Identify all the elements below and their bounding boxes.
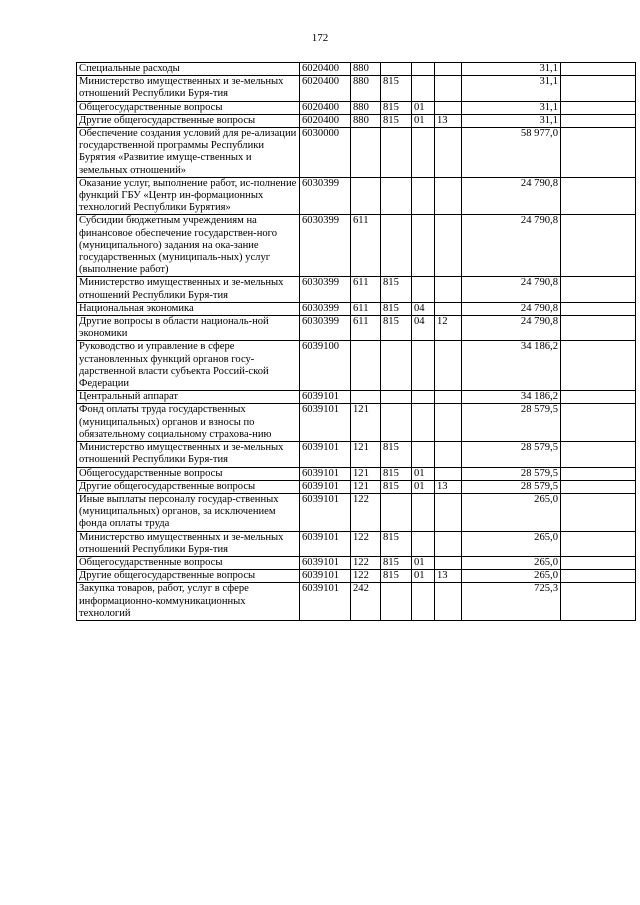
row-expense-type-cell: 611 [351,302,381,315]
row-subsection-cell [435,101,462,114]
row-code-cell: 6030399 [300,302,351,315]
row-empty-cell [561,556,636,569]
row-ministry-code-cell: 815 [381,316,412,341]
row-ministry-code-cell: 815 [381,531,412,556]
row-section-cell: 01 [412,467,435,480]
table-row [77,493,636,531]
row-ministry-code-cell [381,493,412,531]
row-code-cell: 6039101 [300,583,351,621]
row-expense-type-cell: 611 [351,316,381,341]
row-section-cell: 01 [412,556,435,569]
row-name-cell: Общегосударственные вопросы [77,467,300,480]
row-empty-cell [561,467,636,480]
row-expense-type-cell: 121 [351,467,381,480]
row-section-cell [412,341,435,391]
row-empty-cell [561,442,636,467]
table-row [77,63,636,76]
row-code-cell: 6039101 [300,404,351,442]
row-empty-cell [561,583,636,621]
row-section-cell: 01 [412,101,435,114]
row-code-cell: 6039100 [300,341,351,391]
row-ministry-code-cell: 815 [381,302,412,315]
row-sum-cell: 265,0 [462,570,561,583]
row-expense-type-cell: 880 [351,101,381,114]
table-row [77,480,636,493]
row-code-cell: 6020400 [300,114,351,127]
row-ministry-code-cell: 815 [381,101,412,114]
row-sum-cell: 265,0 [462,531,561,556]
row-empty-cell [561,480,636,493]
row-empty-cell [561,277,636,302]
row-sum-cell: 34 186,2 [462,391,561,404]
table-row [77,442,636,467]
row-section-cell [412,404,435,442]
row-subsection-cell [435,404,462,442]
table-row [77,391,636,404]
table-row [77,177,636,215]
row-subsection-cell [435,583,462,621]
table-row [77,302,636,315]
row-expense-type-cell: 121 [351,442,381,467]
row-sum-cell: 34 186,2 [462,341,561,391]
table-row [77,556,636,569]
row-ministry-code-cell [381,341,412,391]
row-sum-cell: 31,1 [462,101,561,114]
table-row [77,583,636,621]
row-name-cell: Общегосударственные вопросы [77,101,300,114]
table-row [77,101,636,114]
row-name-cell: Обеспечение создания условий для ре-ализации государственной программы Республики Бурятия «Развитие имуще-ственных и земельных отношений» [77,128,300,178]
row-code-cell: 6030000 [300,128,351,178]
row-code-cell: 6030399 [300,177,351,215]
row-subsection-cell [435,556,462,569]
row-expense-type-cell: 122 [351,570,381,583]
row-expense-type-cell: 880 [351,114,381,127]
row-expense-type-cell: 880 [351,63,381,76]
row-ministry-code-cell [381,63,412,76]
row-name-cell: Фонд оплаты труда государственных (муниципальных) органов и взносы по обязательному социальному страхова-нию [77,404,300,442]
row-name-cell: Общегосударственные вопросы [77,556,300,569]
row-name-cell: Другие общегосударственные вопросы [77,480,300,493]
row-empty-cell [561,302,636,315]
row-name-cell: Другие вопросы в области националь-ной экономики [77,316,300,341]
row-name-cell: Оказание услуг, выполнение работ, ис-полнение функций ГБУ «Центр ин-формационных технологий Республики Бурятия» [77,177,300,215]
row-sum-cell: 265,0 [462,556,561,569]
row-code-cell: 6020400 [300,63,351,76]
table-row [77,570,636,583]
budget-table-body [77,63,636,621]
row-sum-cell: 58 977,0 [462,128,561,178]
row-empty-cell [561,63,636,76]
row-subsection-cell [435,442,462,467]
row-section-cell: 01 [412,570,435,583]
row-section-cell [412,391,435,404]
row-expense-type-cell: 121 [351,480,381,493]
row-section-cell [412,177,435,215]
row-name-cell: Субсидии бюджетным учреждениям на финансовое обеспечение государствен-ного (муниципального) задания на ока-зание государственных (муниципаль-ных) услуг (выполнение работ) [77,215,300,277]
table-row [77,531,636,556]
row-ministry-code-cell: 815 [381,76,412,101]
row-empty-cell [561,76,636,101]
row-subsection-cell [435,76,462,101]
row-empty-cell [561,316,636,341]
row-sum-cell: 28 579,5 [462,442,561,467]
row-section-cell [412,215,435,277]
row-empty-cell [561,570,636,583]
row-code-cell: 6030399 [300,277,351,302]
row-expense-type-cell: 880 [351,76,381,101]
row-sum-cell: 31,1 [462,63,561,76]
row-ministry-code-cell: 815 [381,480,412,493]
row-sum-cell: 28 579,5 [462,467,561,480]
row-subsection-cell [435,63,462,76]
row-empty-cell [561,493,636,531]
row-code-cell: 6020400 [300,76,351,101]
row-empty-cell [561,404,636,442]
row-expense-type-cell [351,341,381,391]
row-ministry-code-cell: 815 [381,114,412,127]
table-row [77,467,636,480]
page-number: 172 [311,32,329,44]
row-code-cell: 6030399 [300,215,351,277]
row-subsection-cell [435,341,462,391]
row-sum-cell: 31,1 [462,76,561,101]
row-section-cell [412,277,435,302]
budget-table [76,62,636,621]
row-expense-type-cell [351,391,381,404]
row-ministry-code-cell [381,128,412,178]
row-section-cell: 01 [412,114,435,127]
row-empty-cell [561,531,636,556]
row-expense-type-cell [351,177,381,215]
table-row [77,215,636,277]
row-sum-cell: 24 790,8 [462,302,561,315]
row-subsection-cell: 13 [435,480,462,493]
row-code-cell: 6039101 [300,467,351,480]
table-row [77,76,636,101]
row-expense-type-cell: 122 [351,493,381,531]
row-code-cell: 6020400 [300,101,351,114]
row-code-cell: 6030399 [300,316,351,341]
row-section-cell: 01 [412,480,435,493]
row-code-cell: 6039101 [300,391,351,404]
row-empty-cell [561,114,636,127]
row-section-cell: 04 [412,302,435,315]
row-subsection-cell: 13 [435,114,462,127]
row-expense-type-cell [351,128,381,178]
row-section-cell [412,442,435,467]
row-expense-type-cell: 121 [351,404,381,442]
row-empty-cell [561,177,636,215]
row-expense-type-cell: 122 [351,531,381,556]
row-code-cell: 6039101 [300,442,351,467]
row-section-cell [412,493,435,531]
row-section-cell [412,128,435,178]
row-ministry-code-cell: 815 [381,570,412,583]
row-expense-type-cell: 122 [351,556,381,569]
row-expense-type-cell: 611 [351,215,381,277]
table-row [77,404,636,442]
row-empty-cell [561,128,636,178]
row-ministry-code-cell [381,215,412,277]
row-code-cell: 6039101 [300,480,351,493]
row-subsection-cell [435,177,462,215]
row-subsection-cell [435,531,462,556]
row-ministry-code-cell [381,404,412,442]
row-code-cell: 6039101 [300,570,351,583]
row-sum-cell: 265,0 [462,493,561,531]
row-subsection-cell [435,215,462,277]
row-ministry-code-cell: 815 [381,556,412,569]
row-subsection-cell [435,302,462,315]
row-empty-cell [561,215,636,277]
row-section-cell [412,583,435,621]
row-subsection-cell [435,493,462,531]
row-empty-cell [561,101,636,114]
table-row [77,341,636,391]
row-name-cell: Министерство имущественных и зе-мельных отношений Республики Буря-тия [77,531,300,556]
row-ministry-code-cell [381,177,412,215]
row-expense-type-cell: 242 [351,583,381,621]
row-subsection-cell: 12 [435,316,462,341]
row-sum-cell: 28 579,5 [462,480,561,493]
row-sum-cell: 24 790,8 [462,215,561,277]
table-row [77,277,636,302]
row-sum-cell: 28 579,5 [462,404,561,442]
row-section-cell: 04 [412,316,435,341]
row-ministry-code-cell [381,583,412,621]
row-code-cell: 6039101 [300,493,351,531]
row-name-cell: Иные выплаты персоналу государ-ственных (муниципальных) органов, за исключением фонда оплаты труда [77,493,300,531]
row-name-cell: Центральный аппарат [77,391,300,404]
table-row [77,114,636,127]
row-ministry-code-cell: 815 [381,467,412,480]
row-name-cell: Специальные расходы [77,63,300,76]
row-section-cell [412,531,435,556]
table-row [77,128,636,178]
row-code-cell: 6039101 [300,556,351,569]
row-name-cell: Национальная экономика [77,302,300,315]
row-sum-cell: 24 790,8 [462,177,561,215]
row-empty-cell [561,391,636,404]
row-sum-cell: 24 790,8 [462,316,561,341]
row-ministry-code-cell: 815 [381,442,412,467]
row-code-cell: 6039101 [300,531,351,556]
row-ministry-code-cell: 815 [381,277,412,302]
row-ministry-code-cell [381,391,412,404]
row-subsection-cell [435,391,462,404]
row-sum-cell: 725,3 [462,583,561,621]
row-section-cell [412,76,435,101]
row-subsection-cell [435,467,462,480]
row-name-cell: Закупка товаров, работ, услуг в сфере информационно-коммуникационных технологий [77,583,300,621]
row-subsection-cell [435,128,462,178]
row-subsection-cell [435,277,462,302]
row-name-cell: Министерство имущественных и зе-мельных отношений Республики Буря-тия [77,76,300,101]
row-empty-cell [561,341,636,391]
row-name-cell: Министерство имущественных и зе-мельных отношений Республики Буря-тия [77,277,300,302]
row-name-cell: Министерство имущественных и зе-мельных отношений Республики Буря-тия [77,442,300,467]
row-sum-cell: 31,1 [462,114,561,127]
row-expense-type-cell: 611 [351,277,381,302]
row-name-cell: Другие общегосударственные вопросы [77,114,300,127]
row-sum-cell: 24 790,8 [462,277,561,302]
table-row [77,316,636,341]
row-subsection-cell: 13 [435,570,462,583]
row-name-cell: Руководство и управление в сфере установленных функций органов госу-дарственной власти субъекта Россий-ской Федерации [77,341,300,391]
row-section-cell [412,63,435,76]
row-name-cell: Другие общегосударственные вопросы [77,570,300,583]
